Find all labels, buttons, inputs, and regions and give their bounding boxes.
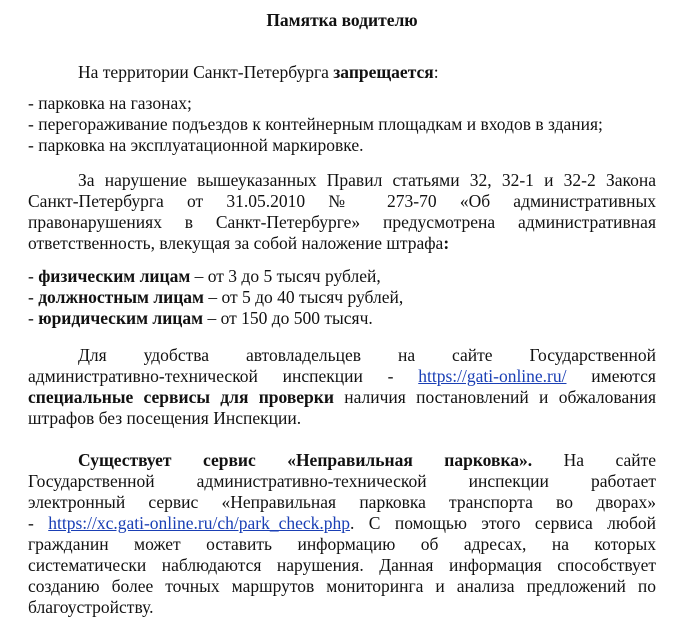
prohibition-item: - парковка на газонах; bbox=[28, 93, 192, 113]
wrong-parking-line: благоустройству. bbox=[28, 597, 154, 617]
services-line2-post: имеются bbox=[566, 366, 656, 386]
fine-item bbox=[28, 308, 373, 330]
gati-site-link[interactable]: https://gati-online.ru/ bbox=[418, 366, 567, 386]
liability-line: правонарушениях в Санкт-Петербурге» предусмотрена административная bbox=[28, 212, 656, 232]
fine-amount: – от 5 до 40 тысяч рублей, bbox=[203, 287, 404, 307]
liability-line4-colon: : bbox=[443, 233, 450, 253]
fine-subject: физическим лицам bbox=[38, 266, 191, 286]
services-line bbox=[28, 387, 656, 409]
wrong-parking-bold: Существует сервис «Неправильная парковка». bbox=[78, 450, 533, 470]
liability-line4-text: ответственность, влекущая за собой наложение штрафа bbox=[28, 233, 444, 253]
services-line3-rest: наличия постановлений и обжалования bbox=[333, 387, 656, 407]
services-bold: специальные сервисы для проверки bbox=[28, 387, 334, 407]
park-check-link[interactable]: https://xc.gati-online.ru/ch/park_check.php bbox=[48, 513, 351, 533]
fine-subject: юридическим лицам bbox=[38, 308, 204, 328]
services-line bbox=[28, 366, 656, 388]
wrong-parking-line: систематически наблюдаются нарушения. Данная информация способствует bbox=[28, 555, 656, 575]
wrong-parking-line: электронный сервис «Неправильная парковка транспорта во дворах» bbox=[28, 492, 656, 512]
wrong-parking-line bbox=[28, 513, 656, 535]
fine-prefix: - bbox=[28, 266, 39, 286]
intro-line bbox=[78, 62, 439, 84]
services-line: Для удобства автовладельцев на сайте Государственной bbox=[78, 345, 656, 365]
prohibition-item: - парковка на эксплуатационной маркировке. bbox=[28, 135, 364, 155]
wrong-parking-line1-rest: На сайте bbox=[532, 450, 656, 470]
services-line2-pre: административно-технической инспекции - bbox=[28, 366, 419, 386]
liability-line: За нарушение вышеуказанных Правил статьями 32, 32-1 и 32-2 Закона bbox=[78, 170, 656, 190]
wrong-parking-line bbox=[78, 450, 656, 472]
services-line: штрафов без посещения Инспекции. bbox=[28, 408, 302, 428]
wrong-parking-line: Государственной административно-технической инспекции работает bbox=[28, 471, 656, 491]
fine-amount: – от 150 до 500 тысяч. bbox=[203, 308, 373, 328]
wrong-parking-line: гражданин может оставить информацию об адресах, на которых bbox=[28, 534, 656, 554]
intro-bold: запрещается bbox=[333, 62, 434, 82]
fine-amount: – от 3 до 5 тысяч рублей, bbox=[190, 266, 381, 286]
fine-prefix: - bbox=[28, 308, 39, 328]
fine-item bbox=[28, 287, 403, 309]
wrong-parking-line4-post: . С помощью этого сервиса любой bbox=[350, 513, 656, 533]
intro-suffix: : bbox=[433, 62, 439, 82]
fine-prefix: - bbox=[28, 287, 39, 307]
intro-prefix: На территории Санкт-Петербурга bbox=[78, 62, 334, 82]
fine-subject: должностным лицам bbox=[38, 287, 204, 307]
page-title: Памятка водителю bbox=[266, 10, 418, 30]
prohibition-item: - перегораживание подъездов к контейнерным площадкам и входов в здания; bbox=[28, 114, 603, 134]
fine-item bbox=[28, 266, 381, 288]
wrong-parking-line: созданию более точных маршрутов мониторинга и анализа предложений по bbox=[28, 576, 656, 596]
wrong-parking-line4-pre: - bbox=[28, 513, 49, 533]
liability-line: Санкт-Петербурга от 31.05.2010 № 273-70 «Об административных bbox=[28, 191, 656, 211]
liability-line bbox=[28, 233, 656, 255]
